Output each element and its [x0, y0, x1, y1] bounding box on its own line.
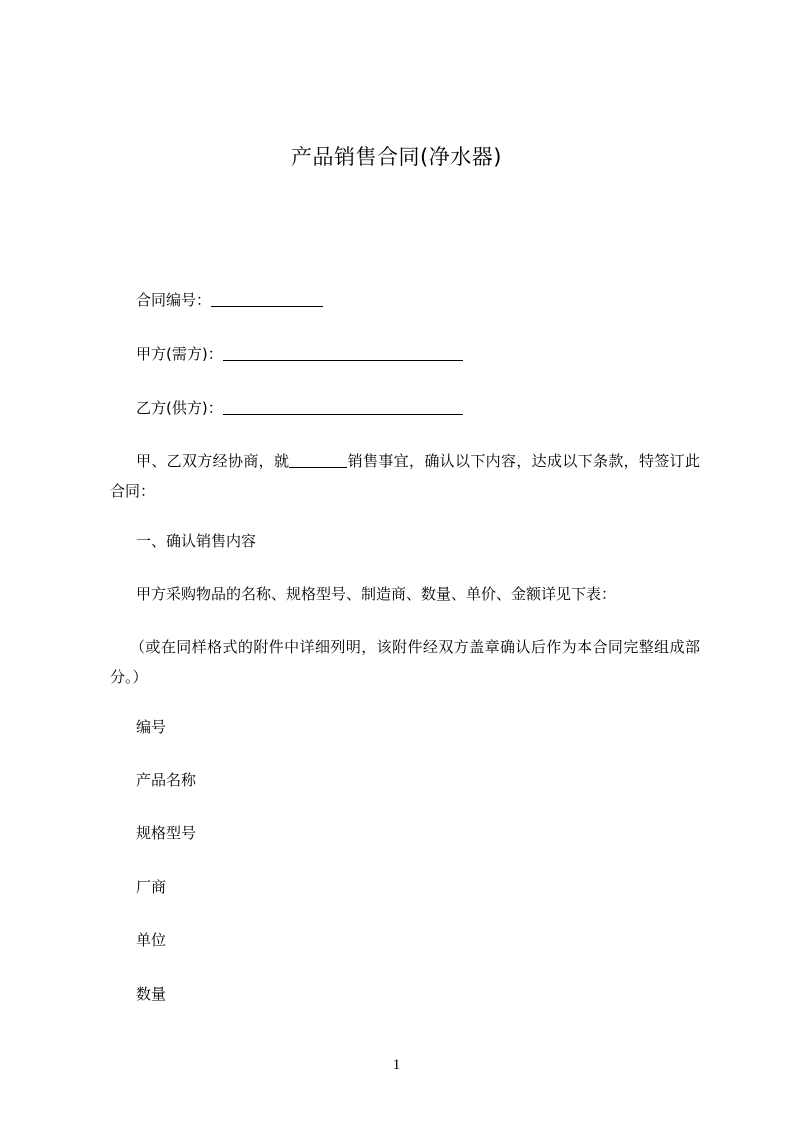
field-unit: 单位: [136, 931, 167, 949]
contract-number-line: [136, 287, 323, 313]
field-product-name: 产品名称: [136, 771, 197, 789]
field-specification: 规格型号: [136, 824, 197, 842]
intro-paragraph: [110, 446, 700, 506]
document-title: 产品销售合同(净水器): [291, 145, 502, 169]
field-manufacturer: 厂商: [136, 878, 167, 896]
contract-number-label: 合同编号：: [136, 291, 212, 309]
section-1-heading: 一、确认销售内容: [136, 532, 257, 550]
page-number: 1: [392, 1057, 401, 1073]
section-1-paragraph-2: （或在同样格式的附件中详细列明，该附件经双方盖章确认后作为本合同完整组成部分。）: [110, 638, 700, 686]
party-a-line: [136, 341, 463, 367]
party-b-label: 乙方(供方)：: [136, 399, 223, 417]
field-number: 编号: [136, 718, 167, 736]
intro-text-end: 销售事宜，确认以下内容，达成以下条款，特签订此合同：: [110, 452, 700, 500]
intro-text-start: 甲、乙双方经协商，就: [136, 452, 290, 470]
field-quantity: 数量: [136, 985, 167, 1003]
party-b-line: [136, 395, 463, 421]
section-1-paragraph-1: 甲方采购物品的名称、规格型号、制造商、数量、单价、金额详见下表：: [136, 585, 617, 603]
party-a-blank: [223, 344, 463, 361]
party-b-blank: [223, 398, 463, 415]
product-blank: [289, 451, 347, 468]
party-a-label: 甲方(需方)：: [136, 345, 223, 363]
contract-number-blank: [211, 290, 323, 307]
